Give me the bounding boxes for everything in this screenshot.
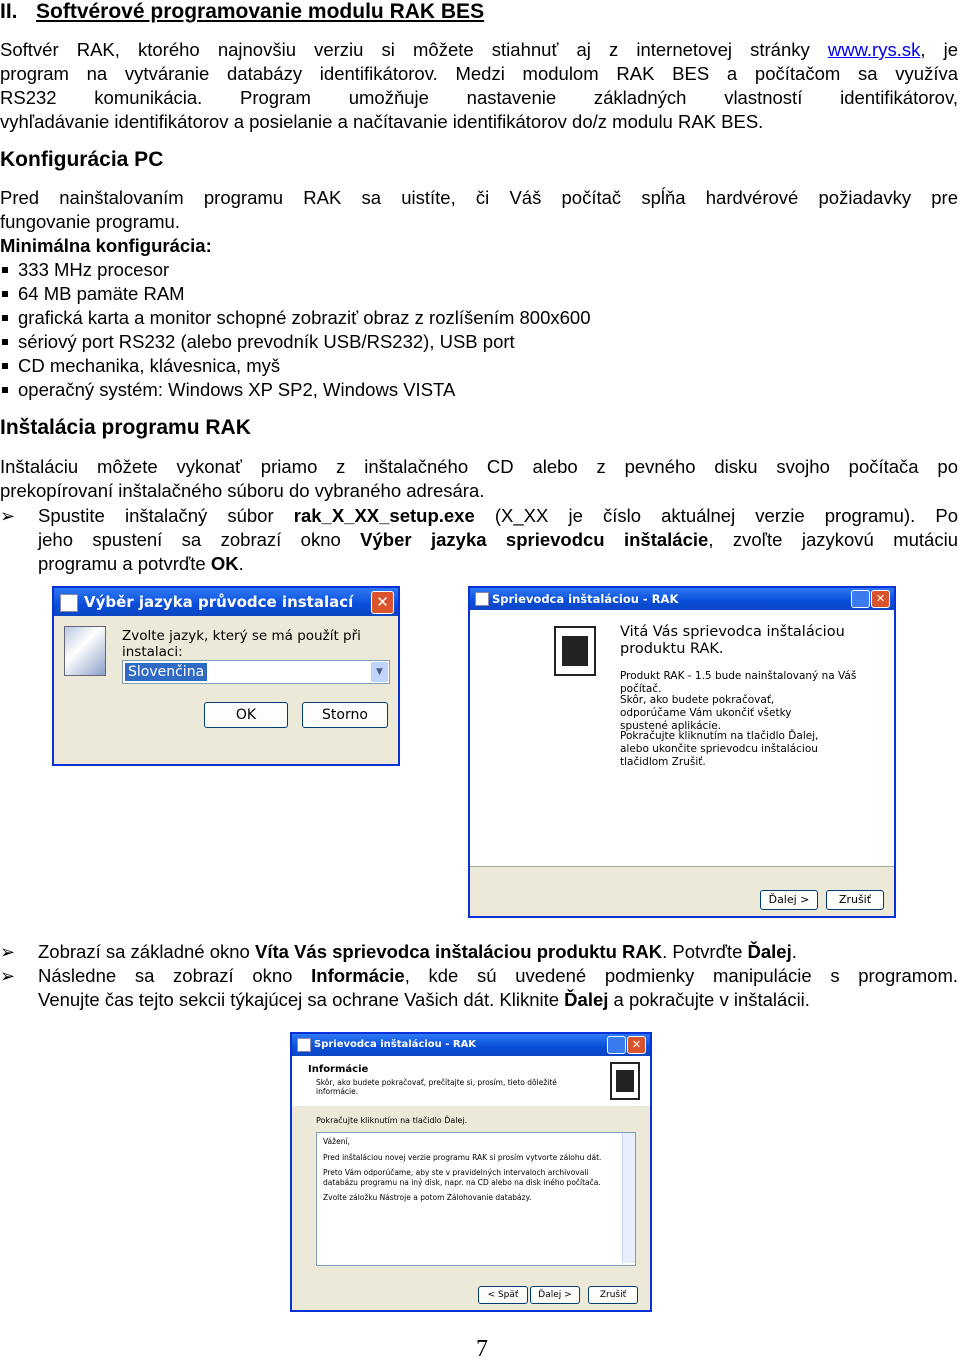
installer-box-icon [610, 1062, 640, 1100]
welcome-dialog-titlebar [470, 588, 894, 610]
list-item: CD mechanika, klávesnica, myš [2, 354, 280, 378]
info-hint: Pokračujte kliknutím na tlačidlo Ďalej. [316, 1116, 468, 1125]
installer-box-icon [554, 626, 596, 676]
close-icon[interactable]: ✕ [627, 1036, 646, 1054]
step2-line: Zobrazí sa základné okno Víta Vás sprievodca inštaláciou produktu RAK. Potvrďte Ďalej. [38, 941, 797, 962]
chevron-down-icon[interactable]: ▼ [371, 662, 388, 682]
info-subheading: Skôr, ako budete pokračovať, prečítajte si, prosím, tieto dôležité informácie. [316, 1078, 557, 1096]
intro-text-1b: , je [920, 39, 958, 60]
bullet-icon [2, 387, 8, 393]
cancel-button[interactable]: Zrušiť [826, 890, 884, 910]
close-icon[interactable]: ✕ [871, 590, 890, 608]
back-button[interactable]: < Späť [478, 1286, 528, 1304]
list-item: sériový port RS232 (alebo prevodník USB/RS232), USB port [2, 330, 515, 354]
next-button[interactable]: Ďalej > [530, 1286, 580, 1304]
list-item: 64 MB pamäte RAM [2, 282, 185, 306]
language-selected-value: Slovenčina [125, 663, 207, 681]
welcome-heading: Vitá Vás sprievodca inštaláciou produktu RAK. [620, 624, 845, 657]
list-item: 333 MHz procesor [2, 258, 169, 282]
welcome-dialog-title: Sprievodca inštaláciou - RAK [492, 592, 679, 606]
divider [470, 866, 894, 867]
info-dialog-title: Sprievodca inštaláciou - RAK [314, 1039, 477, 1050]
info-text-area[interactable] [316, 1132, 636, 1266]
step1-line-3: programu a potvrďte OK. [38, 553, 244, 574]
step3-line-2: Venujte čas tejto sekcii týkajúcej sa ochrane Vašich dát. Kliknite Ďalej a pokračujte v inštalácii. [38, 989, 810, 1010]
info-body: Vážení, Pred inštaláciou novej verzie programu RAK si prosím vytvorte zálohu dát. Preto Vám odporúčame, aby ste v pravidelných intervaloch archivovali databázu programu na iný disk, napr. na CD alebo na disk iného počítača. Zvolte záložku Nástroje a potom Zálohovanie databázy. [323, 1137, 602, 1202]
arrow-bullet-icon: ➢ [0, 942, 16, 962]
website-link[interactable]: www.rys.sk [827, 39, 921, 60]
bullet-icon [2, 339, 8, 345]
config-heading: Konfigurácia PC [0, 148, 164, 171]
close-icon[interactable]: ✕ [371, 591, 394, 614]
arrow-bullet-icon: ➢ [0, 506, 16, 526]
cancel-button[interactable]: Zrušiť [588, 1286, 638, 1304]
config-para-2: fungovanie programu. [0, 211, 180, 232]
intro-line-4: vyhľadávanie identifikátorov a posielanie a načítavanie identifikátorov do/z modulu RAK BES. [0, 111, 764, 132]
install-heading: Inštalácia programu RAK [0, 416, 251, 439]
language-prompt: Zvolte jazyk, který se má použít při instalaci: [122, 628, 361, 660]
ok-button[interactable]: OK [204, 702, 288, 728]
intro-line-2: program na vytváranie databázy identifikátorov. Medzi modulom RAK BES a počítačom sa využíva [0, 63, 958, 84]
intro-text-1: Softvér RAK, ktorého najnovšiu verziu si môžete stiahnuť aj z internetovej stránky [0, 39, 810, 60]
minimize-icon[interactable] [607, 1036, 626, 1054]
bullet-icon [2, 267, 8, 273]
step3-line-1: Následne sa zobrazí okno Informácie, kde sú uvedené podmienky manipulácie s programom. [38, 965, 958, 986]
bullet-icon [2, 291, 8, 297]
installer-icon [60, 594, 78, 612]
list-item: grafická karta a monitor schopné zobraziť obraz z rozlíšením 800x600 [2, 306, 591, 330]
next-button[interactable]: Ďalej > [760, 890, 818, 910]
language-dialog-title: Výběr jazyka průvodce instalací [84, 593, 354, 611]
language-dialog-titlebar [54, 588, 398, 616]
wizard-content [610, 610, 894, 866]
installer-icon [297, 1038, 311, 1052]
info-dialog-titlebar [292, 1034, 650, 1056]
page-number: 7 [476, 1336, 488, 1362]
install-para-1: Inštaláciu môžete vykonať priamo z inštalačného CD alebo z pevného disku svojho počítača po [0, 456, 958, 477]
welcome-dialog [468, 586, 896, 918]
cancel-button[interactable]: Storno [302, 702, 388, 728]
language-dialog [52, 586, 400, 766]
section-title: Softvérové programovanie modulu RAK BES [36, 0, 485, 23]
step1-line-2: jeho spustení sa zobrazí okno Výber jazyka sprievodcu inštalácie, zvoľte jazykovú mutáciu [38, 529, 958, 550]
installer-icon [475, 592, 489, 606]
language-select[interactable] [122, 660, 390, 684]
intro-line-3: RS232 komunikácia. Program umožňuje nastavenie základných vlastností identifikátorov, [0, 87, 958, 108]
info-heading: Informácie [308, 1064, 369, 1075]
install-para-2: prekopírovaní inštalačného súboru do vybraného adresára. [0, 480, 485, 501]
intro-line-1 [0, 38, 958, 62]
min-config-heading: Minimálna konfigurácia: [0, 235, 212, 256]
bullet-icon [2, 363, 8, 369]
step1-line-1: Spustite inštalačný súbor rak_X_XX_setup.exe (X_XX je číslo aktuálnej verzie programu). Po [38, 505, 958, 526]
section-number: II. [0, 0, 18, 23]
section-heading [0, 0, 484, 24]
bullet-icon [2, 315, 8, 321]
scrollbar[interactable] [622, 1133, 635, 1263]
wizard-side-panel [470, 610, 610, 866]
list-item: operačný systém: Windows XP SP2, Windows VISTA [2, 378, 455, 402]
info-header [292, 1056, 650, 1106]
arrow-bullet-icon: ➢ [0, 966, 16, 986]
setup-cd-icon [64, 626, 106, 676]
minimize-icon[interactable] [851, 590, 870, 608]
welcome-text-2: Skôr, ako budete pokračovať, odporúčame Vám ukončiť všetky spustené aplikácie. [620, 694, 792, 732]
config-para-1: Pred nainštalovaním programu RAK sa uistíte, či Váš počítač spĺňa hardvérové požiadavky pre [0, 187, 958, 208]
welcome-text-1: Produkt RAK - 1.5 bude nainštalovaný na Váš počítač. [620, 670, 857, 695]
welcome-text-3: Pokračujte kliknutím na tlačidlo Ďalej, alebo ukončite sprievodcu inštaláciou tlačidlom Zrušiť. [620, 730, 819, 768]
info-dialog [290, 1032, 652, 1312]
